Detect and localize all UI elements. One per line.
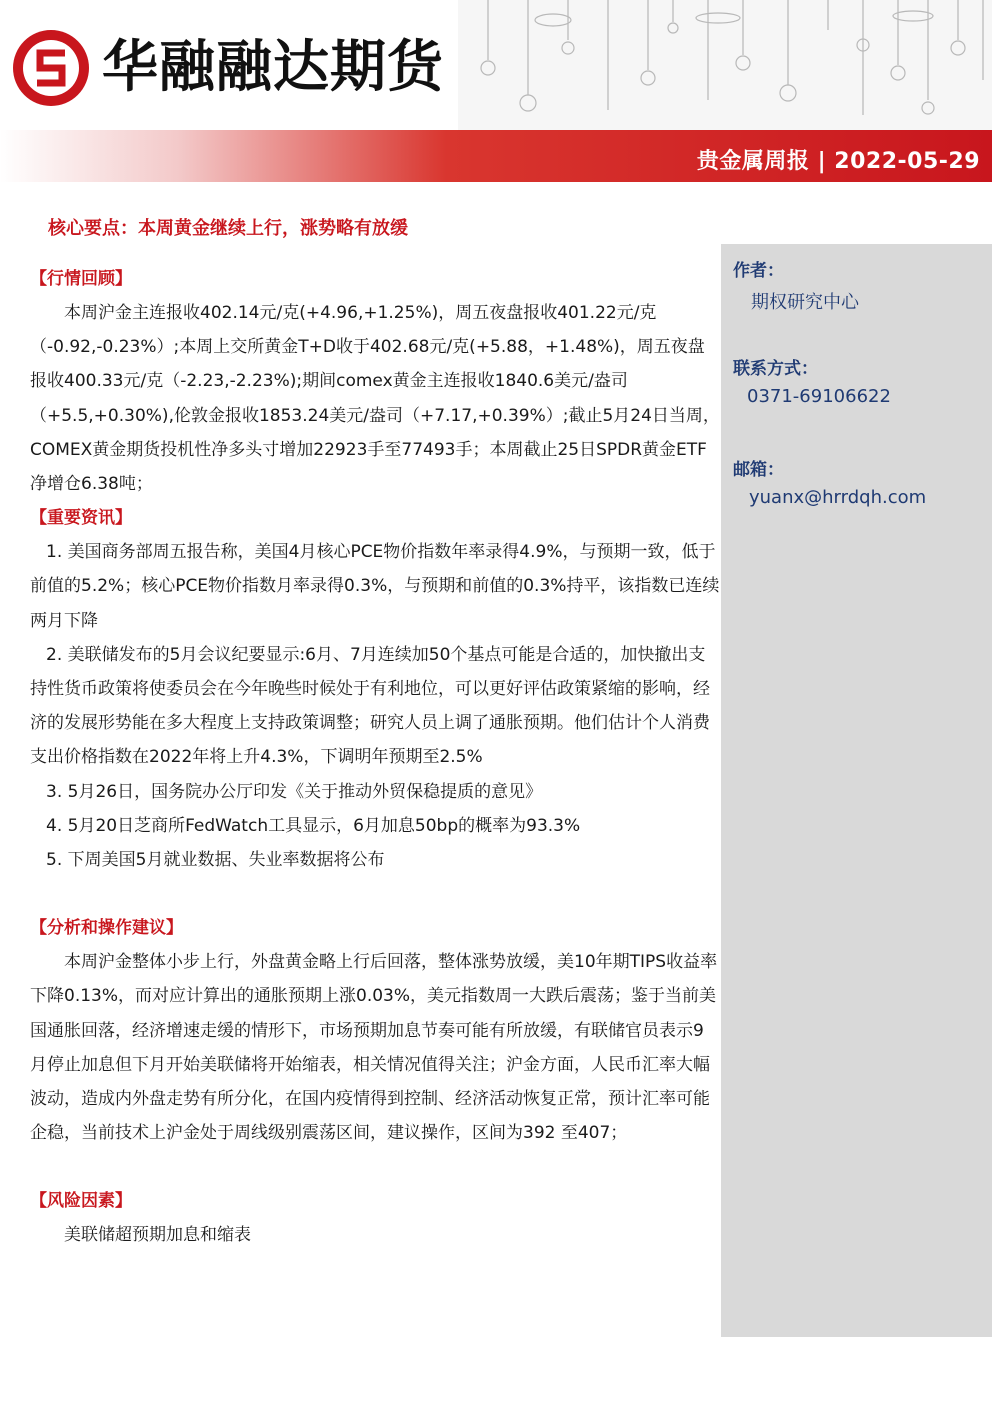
email-label: 邮箱： [733, 460, 784, 480]
company-name: 华融融达期货 [102, 35, 444, 100]
news-item: 1. 美国商务部周五报告称，美国4月核心PCE物价指数年率录得4.9%，与预期一致，低于前值的5.2%；核心PCE物价指数月率录得0.3%，与预期和前值的0.3%持平，该指数已连续两月下降 [30, 542, 720, 631]
contact-value: 0371-69106622 [747, 386, 891, 407]
report-title: 贵金属周报 | 2022-05-29 [696, 149, 980, 174]
company-logo-icon [10, 27, 92, 109]
analysis-text: 本周沪金整体小步上行，外盘黄金略上行后回落，整体涨势放缓，美10年期TIPS收益率下降0.13%，而对应计算出的通胀预期上涨0.03%，美元指数周一大跌后震荡；鉴于当前美国通胀回落，经济增速走缓的情形下，市场预期加息节奏可能有所放缓，有联储官员表示9月停止加息但下月开始美联储将开始缩表，相关情况值得关注；沪金方面，人民币汇率大幅波动，造成内外盘走势有所分化，在国内疫情得到控制、经济活动恢复正常，预计汇率可能企稳，当前技术上沪金处于周线级别震荡区间，建议操作，区间为392 至407； [30, 952, 718, 1144]
section-title-analysis: 【分析和操作建议】 [30, 918, 183, 939]
market-review-text: 本周沪金主连报收402.14元/克(+4.96,+1.25%)，周五夜盘报收401.22元/克（-0.92,-0.23%）;本周上交所黄金T+D收于402.68元/克(+5.88，+1.48%)，周五夜盘报收400.33元/克（-2.23,-2.23%);期间comex黄金主连报收1840.6美元/盎司（+5.5,+0.30%),伦敦金报收1853.24美元/盎司（+7.17,+0.39%）;截止5月24日当周，COMEX黄金期货投机性净多头寸增加22923手至77493手；本周截止25日SPDR黄金ETF净增仓6.38吨； [30, 303, 720, 495]
author-value: 期权研究中心 [751, 292, 859, 313]
news-item: 5. 下周美国5月就业数据、失业率数据将公布 [46, 850, 385, 871]
section-title-risk: 【风险因素】 [30, 1191, 132, 1212]
key-point-heading: 核心要点：本周黄金继续上行，涨势略有放缓 [48, 218, 408, 239]
section-title-market-review: 【行情回顾】 [30, 269, 132, 289]
news-item: 4. 5月20日芝商所FedWatch工具显示，6月加息50bp的概率为93.3% [46, 815, 581, 836]
contact-label: 联系方式： [733, 359, 818, 379]
news-item: 2. 美联储发布的5月会议纪要显示:6月、7月连续加50个基点可能是合适的，加快撤出支持性货币政策将使委员会在今年晚些时候处于有利地位，可以更好评估政策紧缩的影响，经济的发展形势能在多大程度上支持政策调整；研究人员上调了通胀预期。他们估计个人消费支出价格指数在2022年将上升4.3%，下调明年预期至2.5% [30, 644, 710, 768]
company-logo [10, 18, 444, 118]
author-sidebar [721, 244, 992, 1337]
news-item: 3. 5月26日，国务院办公厅印发《关于推动外贸保稳提质的意见》 [46, 781, 543, 802]
section-title-news: 【重要资讯】 [30, 508, 132, 529]
email-value[interactable]: yuanx@hrrdqh.com [749, 487, 927, 508]
decorative-graphic [458, 0, 992, 130]
report-body [30, 262, 720, 1253]
risk-text: 美联储超预期加息和缩表 [64, 1225, 251, 1246]
page-header [0, 0, 992, 130]
author-label: 作者： [733, 261, 784, 281]
